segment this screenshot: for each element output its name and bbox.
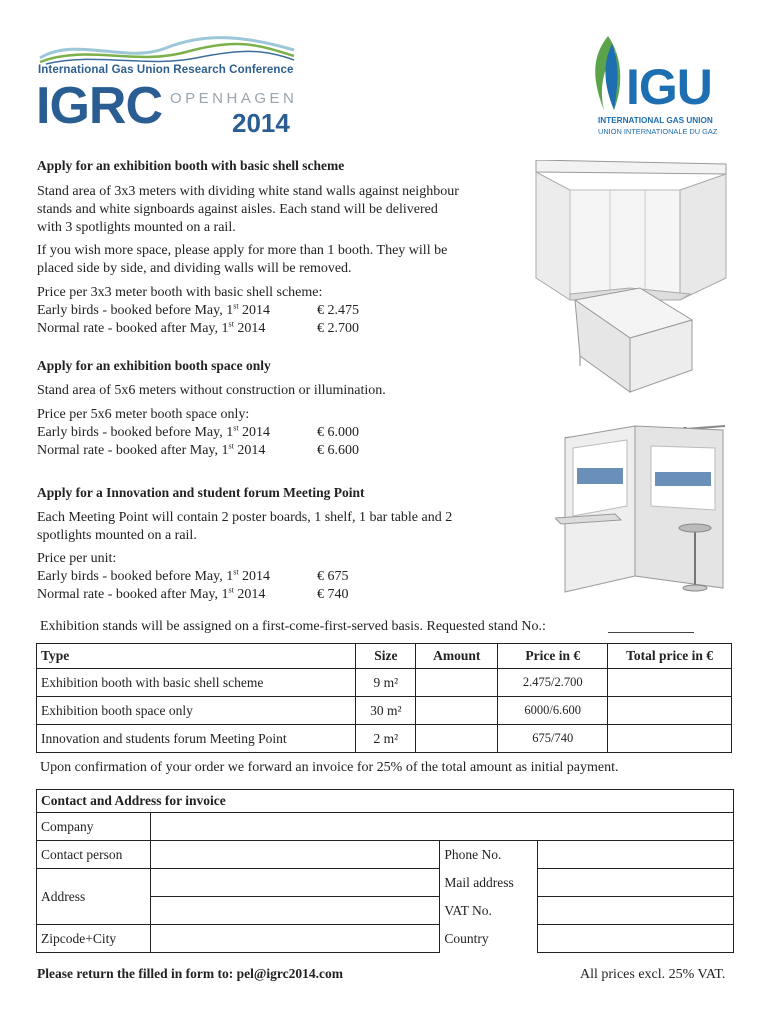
section2-early-label: Early birds - booked before May, 1st 2014 bbox=[37, 423, 271, 440]
zipcode-label: Zipcode+City bbox=[37, 925, 151, 953]
section1-early-price: € 2.475 bbox=[317, 303, 359, 318]
section1-description: Stand area of 3x3 meters with dividing white stand walls against neighbour stands and white signboards against aisles. Each stand will be delivered with 3 spotlights mounted on a rail. bbox=[37, 184, 459, 235]
row-type: Innovation and students forum Meeting Point bbox=[37, 725, 356, 753]
invoice-note: Upon confirmation of your order we forward an invoice for 25% of the total amount as initial payment. bbox=[40, 760, 619, 775]
table-row bbox=[37, 725, 732, 753]
contact-person-field[interactable] bbox=[150, 841, 439, 869]
row-price: 2.475/2.700 bbox=[498, 669, 608, 697]
igu-subtitle-en: INTERNATIONAL GAS UNION bbox=[598, 116, 713, 125]
zipcode-field[interactable] bbox=[150, 925, 439, 953]
section1-more-space: If you wish more space, please apply for more than 1 booth. They will be placed side by side, and dividing walls will be removed. bbox=[37, 243, 448, 276]
section3-description: Each Meeting Point will contain 2 poster boards, 1 shelf, 1 bar table and 2 spotlights mounted on a rail. bbox=[37, 510, 453, 543]
amount-input[interactable] bbox=[416, 669, 498, 697]
section2-normal-label: Normal rate - booked after May, 1st 2014 bbox=[37, 441, 266, 458]
mail-label: Mail address bbox=[444, 874, 514, 890]
col-size: Size bbox=[356, 644, 416, 669]
section1-normal-label: Normal rate - booked after May, 1st 2014 bbox=[37, 319, 266, 336]
contact-table bbox=[36, 789, 734, 953]
col-type: Type bbox=[37, 644, 356, 669]
row-size: 30 m² bbox=[356, 697, 416, 725]
mail-field[interactable] bbox=[538, 869, 734, 897]
shell-booth-image bbox=[530, 160, 730, 400]
igrc-tagline: International Gas Union Research Conference bbox=[38, 64, 294, 76]
igrc-logo bbox=[36, 34, 306, 138]
address-label: Address bbox=[37, 869, 151, 925]
igu-logo bbox=[588, 32, 738, 138]
col-price: Price in € bbox=[498, 644, 608, 669]
igrc-year: 2014 bbox=[232, 108, 290, 138]
meeting-point-image bbox=[555, 418, 735, 598]
section1-title: Apply for an exhibition booth with basic shell scheme bbox=[37, 158, 345, 173]
section3-price-intro: Price per unit: bbox=[37, 551, 117, 566]
amount-input[interactable] bbox=[416, 697, 498, 725]
assignment-note: Exhibition stands will be assigned on a first-come-first-served basis. Requested stand No.: bbox=[40, 619, 546, 634]
contact-title: Contact and Address for invoice bbox=[37, 790, 734, 813]
row-price: 6000/6.600 bbox=[498, 697, 608, 725]
section1-price-intro: Price per 3x3 meter booth with basic shell scheme: bbox=[37, 285, 323, 300]
row-size: 2 m² bbox=[356, 725, 416, 753]
company-field[interactable] bbox=[150, 813, 733, 841]
total-input[interactable] bbox=[608, 669, 732, 697]
amount-input[interactable] bbox=[416, 725, 498, 753]
order-table-header bbox=[37, 644, 732, 669]
row-size: 9 m² bbox=[356, 669, 416, 697]
country-label: Country bbox=[444, 930, 489, 946]
section2-description: Stand area of 5x6 meters without construction or illumination. bbox=[37, 383, 386, 398]
igrc-city: OPENHAGEN bbox=[170, 90, 298, 107]
vat-note: All prices excl. 25% VAT. bbox=[580, 967, 726, 982]
order-table bbox=[36, 643, 732, 753]
section3-early-label: Early birds - booked before May, 1st 2014 bbox=[37, 567, 271, 584]
table-row bbox=[37, 697, 732, 725]
section2-title: Apply for an exhibition booth space only bbox=[37, 358, 271, 373]
total-input[interactable] bbox=[608, 697, 732, 725]
igu-name: IGU bbox=[626, 59, 712, 115]
section2-normal-price: € 6.600 bbox=[317, 443, 359, 458]
phone-label: Phone No. bbox=[444, 846, 502, 862]
row-price: 675/740 bbox=[498, 725, 608, 753]
total-input[interactable] bbox=[608, 725, 732, 753]
row-type: Exhibition booth with basic shell scheme bbox=[37, 669, 356, 697]
igrc-wave-graphic bbox=[36, 34, 298, 68]
section2-early-price: € 6.000 bbox=[317, 425, 359, 440]
section1-normal-price: € 2.700 bbox=[317, 321, 359, 336]
country-field[interactable] bbox=[538, 925, 734, 953]
section2-price-intro: Price per 5x6 meter booth space only: bbox=[37, 407, 250, 422]
table-row bbox=[37, 669, 732, 697]
igu-subtitle-fr: UNION INTERNATIONALE DU GAZ bbox=[598, 127, 718, 136]
igrc-name: IGRC bbox=[36, 77, 162, 135]
address-field-2[interactable] bbox=[150, 897, 439, 925]
row-type: Exhibition booth space only bbox=[37, 697, 356, 725]
phone-field[interactable] bbox=[538, 841, 734, 869]
return-instruction: Please return the filled in form to: pel@igrc2014.com bbox=[37, 966, 343, 981]
contact-person-label: Contact person bbox=[37, 841, 151, 869]
company-label: Company bbox=[37, 813, 151, 841]
section3-normal-label: Normal rate - booked after May, 1st 2014 bbox=[37, 585, 266, 602]
col-total: Total price in € bbox=[608, 644, 732, 669]
section3-normal-price: € 740 bbox=[317, 587, 349, 602]
col-amount: Amount bbox=[416, 644, 498, 669]
stand-number-field[interactable] bbox=[608, 632, 694, 633]
vat-field[interactable] bbox=[538, 897, 734, 925]
section1-early-label: Early birds - booked before May, 1st 2014 bbox=[37, 301, 271, 318]
address-field-1[interactable] bbox=[150, 869, 439, 897]
section3-title: Apply for a Innovation and student forum Meeting Point bbox=[37, 485, 365, 500]
section3-early-price: € 675 bbox=[317, 569, 349, 584]
igu-flame-icon bbox=[588, 34, 628, 112]
vat-label: VAT No. bbox=[444, 902, 492, 918]
